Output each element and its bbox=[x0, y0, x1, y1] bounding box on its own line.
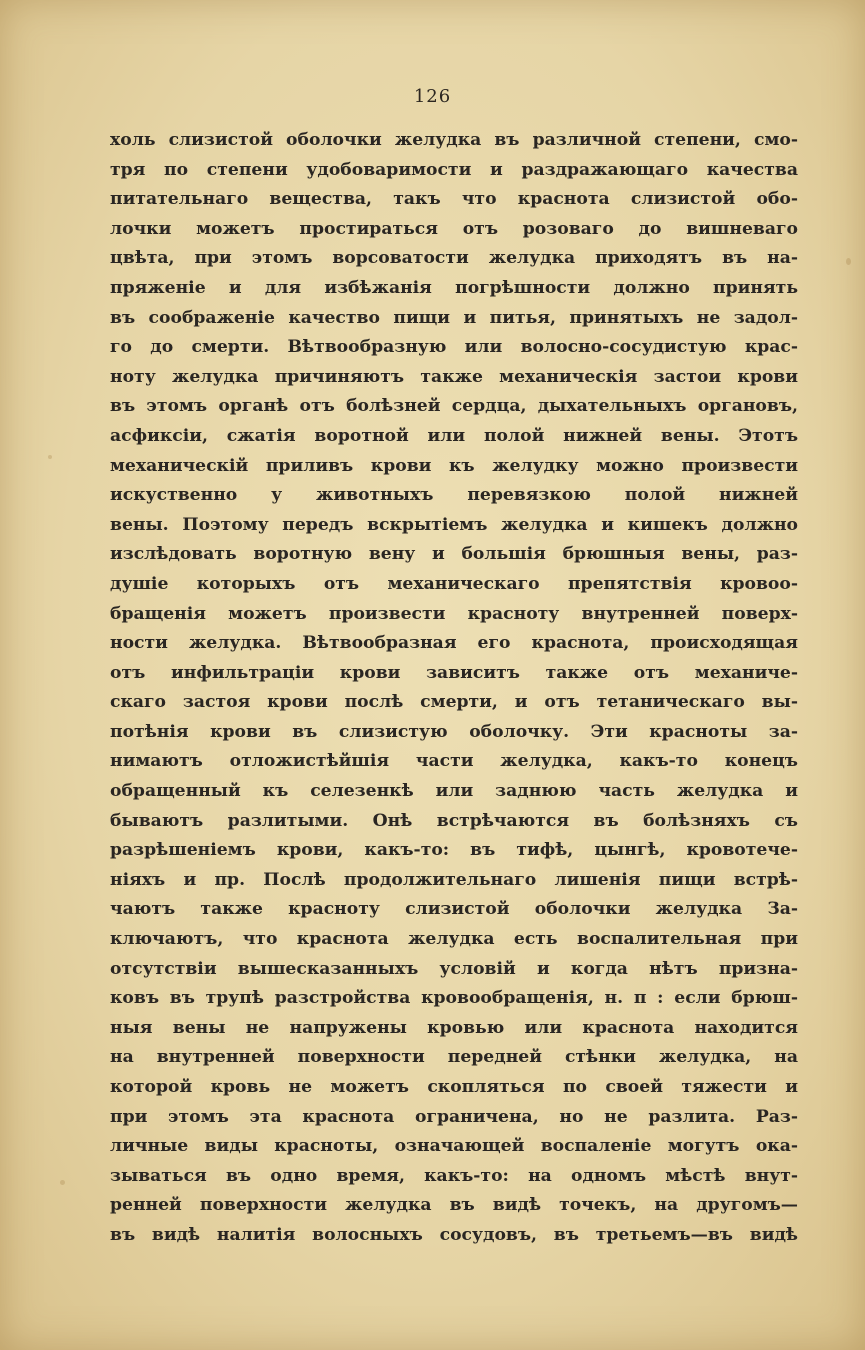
text-line: потѣнія крови въ слизистую оболочку. Эти красноты за- bbox=[110, 721, 798, 742]
paper-stain bbox=[60, 1180, 65, 1185]
text-line: ноту желудка причиняютъ также механическія застои крови bbox=[110, 366, 798, 387]
body-text bbox=[110, 126, 798, 1251]
text-line: при этомъ эта краснота ограничена, но не разлита. Раз- bbox=[110, 1106, 798, 1127]
text-line: разрѣшеніемъ крови, какъ-то: въ тифѣ, цынгѣ, кровотече- bbox=[110, 840, 798, 861]
text-line: лочки можетъ простираться отъ розоваго до вишневаго bbox=[110, 218, 798, 239]
text-line: ковъ въ трупѣ разстройства кровообращенія, н. п : если брюш- bbox=[110, 988, 798, 1009]
text-line: ніяхъ и пр. Послѣ продолжительнаго лишенія пищи встрѣ- bbox=[110, 869, 798, 890]
text-line: вены. Поэтому передъ вскрытіемъ желудка и кишекъ должно bbox=[110, 514, 798, 535]
text-line: въ видѣ налитія волосныхъ сосудовъ, въ третьемъ—въ видѣ bbox=[110, 1224, 798, 1245]
text-line: обращенный къ селезенкѣ или заднюю часть желудка и bbox=[110, 781, 798, 802]
text-line: пряженіе и для избѣжанія погрѣшности должно принять bbox=[110, 277, 798, 298]
text-line: бращенія можетъ произвести красноту внутренней поверх- bbox=[110, 603, 798, 624]
text-line: отъ инфильтраціи крови зависитъ также отъ механиче- bbox=[110, 662, 798, 683]
text-line: чаютъ также красноту слизистой оболочки желудка За- bbox=[110, 899, 798, 920]
text-line: изслѣдовать воротную вену и большія брюшныя вены, раз- bbox=[110, 544, 798, 565]
text-line: механическій приливъ крови къ желудку можно произвести bbox=[110, 455, 798, 476]
paper-stain bbox=[846, 258, 851, 265]
text-line: холь слизистой оболочки желудка въ различной степени, смо- bbox=[110, 130, 798, 150]
text-line: искуственно у животныхъ перевязкою полой нижней bbox=[110, 485, 798, 506]
text-line: душіе которыхъ отъ механическаго препятствія кровоо- bbox=[110, 573, 798, 594]
text-line: нимаютъ отложистѣйшія части желудка, какъ-то конецъ bbox=[110, 751, 798, 772]
page-number: 126 bbox=[413, 86, 452, 107]
text-line: питательнаго вещества, такъ что краснота слизистой обо- bbox=[110, 189, 798, 210]
text-line: ныя вены не напружены кровью или краснота находится bbox=[110, 1017, 798, 1038]
text-line: скаго застоя крови послѣ смерти, и отъ тетаническаго вы- bbox=[110, 692, 798, 713]
text-line: которой кровь не можетъ скопляться по своей тяжести и bbox=[110, 1077, 798, 1097]
text-line: на внутренней поверхности передней стѣнки желудка, на bbox=[110, 1047, 798, 1068]
text-line: ключаютъ, что краснота желудка есть воспалительная при bbox=[110, 929, 798, 950]
text-line: асфиксіи, сжатія воротной или полой нижней вены. Этотъ bbox=[110, 425, 798, 446]
text-line: личные виды красноты, означающей воспаленіе могутъ ока- bbox=[110, 1136, 798, 1157]
text-line: бываютъ разлитыми. Онѣ встрѣчаются въ болѣзняхъ съ bbox=[110, 810, 798, 831]
text-line: отсутствіи вышесказанныхъ условій и когда нѣтъ призна- bbox=[110, 958, 798, 979]
paper-stain bbox=[48, 455, 52, 459]
text-line: въ соображеніе качество пищи и питья, принятыхъ не задол- bbox=[110, 307, 798, 328]
text-line: цвѣта, при этомъ ворсоватости желудка приходятъ въ на- bbox=[110, 248, 798, 269]
text-line: въ этомъ органѣ отъ болѣзней сердца, дыхательныхъ органовъ, bbox=[110, 396, 798, 417]
text-line: зываться въ одно время, какъ-то: на одномъ мѣстѣ внут- bbox=[110, 1165, 798, 1186]
text-line: ности желудка. Вѣтвообразная его краснота, происходящая bbox=[110, 633, 798, 654]
text-line: го до смерти. Вѣтвообразную или волосно-сосудистую крас- bbox=[110, 337, 798, 358]
text-line: ренней поверхности желудка въ видѣ точекъ, на другомъ— bbox=[110, 1195, 798, 1216]
text-line: тря по степени удобоваримости и раздражающаго качества bbox=[110, 159, 798, 180]
